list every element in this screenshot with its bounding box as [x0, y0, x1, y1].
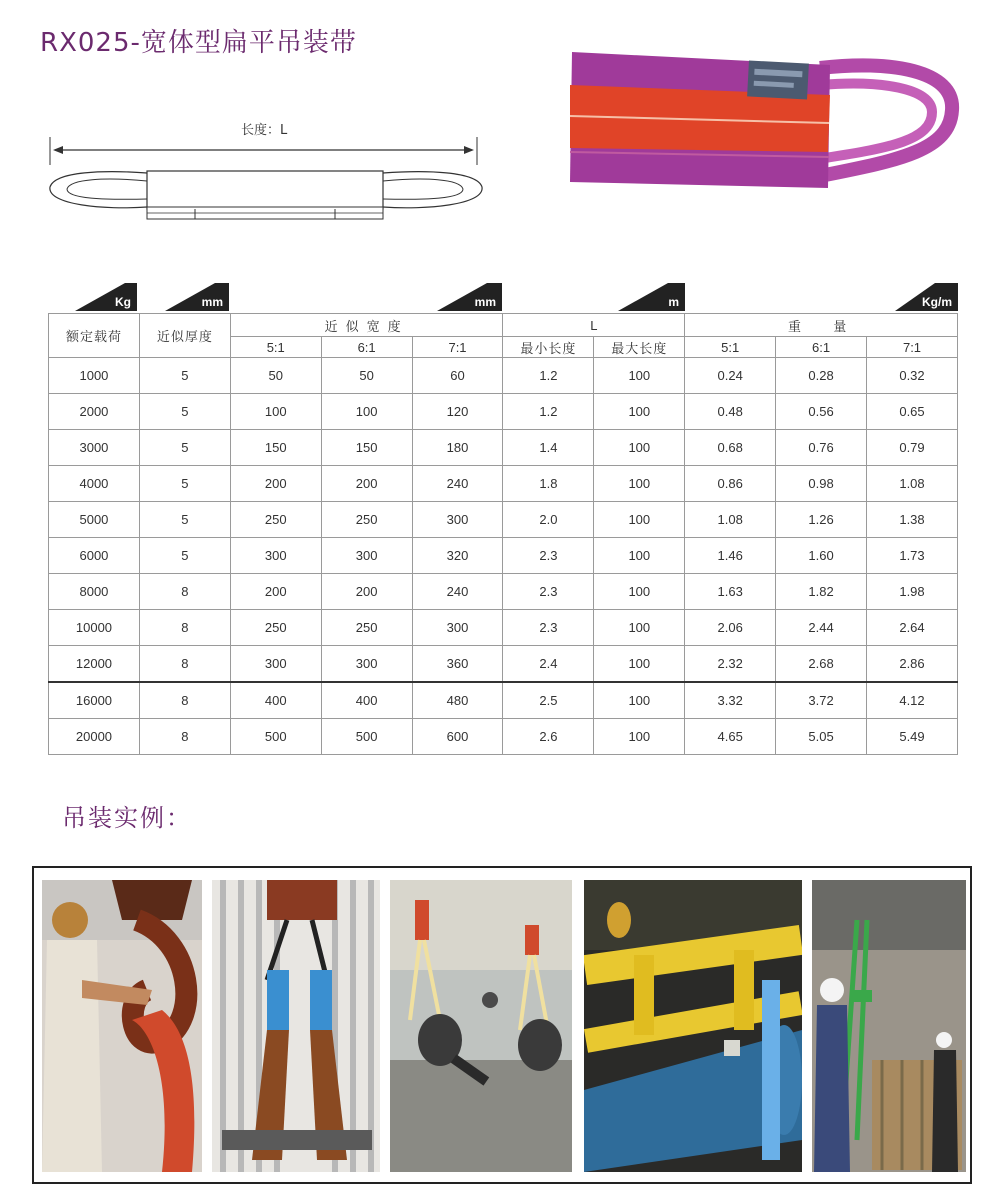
unit-tab-mm-width [437, 283, 502, 311]
cell-weight-6-1: 0.76 [776, 430, 867, 466]
cell-width-7-1: 320 [412, 538, 503, 574]
example-photo-factory [390, 880, 572, 1172]
cell-rated-load: 3000 [49, 430, 140, 466]
cell-thickness: 5 [139, 502, 230, 538]
cell-thickness: 8 [139, 574, 230, 610]
cell-thickness: 8 [139, 682, 230, 719]
cell-width-6-1: 250 [321, 610, 412, 646]
table-row [49, 502, 958, 538]
table-row [49, 574, 958, 610]
unit-mm-label: mm [201, 295, 223, 309]
header-width-ratio: 6:1 [321, 337, 412, 358]
table-row [49, 682, 958, 719]
cell-width-7-1: 300 [412, 610, 503, 646]
length-label: 长度：L [241, 123, 288, 138]
cell-width-6-1: 200 [321, 574, 412, 610]
cell-weight-6-1: 0.98 [776, 466, 867, 502]
cell-width-5-1: 200 [230, 574, 321, 610]
cell-max-length: 100 [594, 430, 685, 466]
table-row [49, 358, 958, 394]
cell-weight-6-1: 0.56 [776, 394, 867, 430]
cell-width-7-1: 300 [412, 502, 503, 538]
cell-width-5-1: 250 [230, 610, 321, 646]
unit-tab-mm-thickness [165, 283, 229, 311]
cell-weight-5-1: 0.48 [685, 394, 776, 430]
cell-width-7-1: 360 [412, 646, 503, 683]
table-row [49, 646, 958, 683]
sling-product-photo [560, 40, 960, 200]
cell-weight-7-1: 2.86 [867, 646, 958, 683]
cell-width-5-1: 200 [230, 466, 321, 502]
cell-weight-7-1: 1.98 [867, 574, 958, 610]
cell-thickness: 5 [139, 538, 230, 574]
header-weight-ratio: 6:1 [776, 337, 867, 358]
cell-rated-load: 16000 [49, 682, 140, 719]
cell-width-6-1: 500 [321, 719, 412, 755]
table-row [49, 538, 958, 574]
cell-width-5-1: 400 [230, 682, 321, 719]
cell-thickness: 8 [139, 719, 230, 755]
cell-weight-7-1: 4.12 [867, 682, 958, 719]
cell-max-length: 100 [594, 466, 685, 502]
cell-weight-7-1: 2.64 [867, 610, 958, 646]
table-row [49, 466, 958, 502]
cell-width-7-1: 480 [412, 682, 503, 719]
cell-weight-6-1: 1.82 [776, 574, 867, 610]
unit-mm-width-label: mm [474, 295, 496, 309]
header-min-length: 最小长度 [503, 337, 594, 358]
cell-weight-7-1: 1.08 [867, 466, 958, 502]
header-max-length: 最大长度 [594, 337, 685, 358]
cell-weight-7-1: 1.73 [867, 538, 958, 574]
cell-weight-6-1: 5.05 [776, 719, 867, 755]
unit-tab-kgm [895, 283, 958, 311]
header-rated-load: 额定载荷 [49, 314, 140, 358]
cell-min-length: 2.6 [503, 719, 594, 755]
cell-width-7-1: 240 [412, 574, 503, 610]
cell-thickness: 8 [139, 610, 230, 646]
cell-weight-5-1: 3.32 [685, 682, 776, 719]
cell-weight-5-1: 4.65 [685, 719, 776, 755]
cell-max-length: 100 [594, 719, 685, 755]
cell-weight-5-1: 0.86 [685, 466, 776, 502]
cell-thickness: 8 [139, 646, 230, 683]
cell-max-length: 100 [594, 646, 685, 683]
cell-width-5-1: 300 [230, 646, 321, 683]
cell-thickness: 5 [139, 430, 230, 466]
cell-width-6-1: 150 [321, 430, 412, 466]
cell-width-5-1: 500 [230, 719, 321, 755]
header-thickness: 近似厚度 [139, 314, 230, 358]
unit-m-label: m [668, 295, 679, 309]
cell-weight-5-1: 2.06 [685, 610, 776, 646]
cell-weight-6-1: 2.44 [776, 610, 867, 646]
cell-thickness: 5 [139, 394, 230, 430]
header-weight: 重 量 [685, 314, 958, 337]
cell-weight-6-1: 0.28 [776, 358, 867, 394]
cell-min-length: 1.8 [503, 466, 594, 502]
cell-min-length: 2.3 [503, 574, 594, 610]
table-row [49, 430, 958, 466]
cell-width-6-1: 250 [321, 502, 412, 538]
cell-width-6-1: 50 [321, 358, 412, 394]
header-weight-ratio: 7:1 [867, 337, 958, 358]
cell-weight-7-1: 5.49 [867, 719, 958, 755]
cell-weight-6-1: 3.72 [776, 682, 867, 719]
cell-weight-6-1: 1.60 [776, 538, 867, 574]
cell-width-6-1: 400 [321, 682, 412, 719]
examples-title: 吊装实例： [62, 804, 192, 832]
cell-rated-load: 4000 [49, 466, 140, 502]
cell-weight-7-1: 0.32 [867, 358, 958, 394]
header-width: 近似宽度 [230, 314, 503, 337]
unit-kg-label: Kg [115, 295, 131, 309]
cell-width-5-1: 150 [230, 430, 321, 466]
example-photo-pipe [584, 880, 802, 1172]
cell-weight-5-1: 1.63 [685, 574, 776, 610]
cell-rated-load: 2000 [49, 394, 140, 430]
spec-table [48, 313, 958, 755]
header-width-ratio: 7:1 [412, 337, 503, 358]
cell-weight-6-1: 1.26 [776, 502, 867, 538]
cell-rated-load: 6000 [49, 538, 140, 574]
cell-min-length: 2.5 [503, 682, 594, 719]
examples-gallery [32, 866, 972, 1184]
cell-min-length: 2.3 [503, 610, 594, 646]
cell-weight-7-1: 0.79 [867, 430, 958, 466]
cell-min-length: 1.2 [503, 394, 594, 430]
cell-max-length: 100 [594, 502, 685, 538]
cell-max-length: 100 [594, 682, 685, 719]
table-row [49, 719, 958, 755]
cell-weight-5-1: 2.32 [685, 646, 776, 683]
header-weight-ratio: 5:1 [685, 337, 776, 358]
sling-diagram [45, 115, 490, 230]
spec-table-body [49, 358, 958, 755]
cell-max-length: 100 [594, 610, 685, 646]
cell-rated-load: 20000 [49, 719, 140, 755]
cell-rated-load: 5000 [49, 502, 140, 538]
unit-tab-m [618, 283, 685, 311]
cell-weight-5-1: 0.24 [685, 358, 776, 394]
cell-weight-5-1: 1.08 [685, 502, 776, 538]
cell-max-length: 100 [594, 538, 685, 574]
cell-width-6-1: 200 [321, 466, 412, 502]
cell-thickness: 5 [139, 466, 230, 502]
cell-weight-5-1: 0.68 [685, 430, 776, 466]
cell-width-7-1: 120 [412, 394, 503, 430]
table-row [49, 610, 958, 646]
cell-weight-7-1: 1.38 [867, 502, 958, 538]
cell-width-5-1: 100 [230, 394, 321, 430]
example-photo-beam [212, 880, 380, 1172]
cell-max-length: 100 [594, 358, 685, 394]
cell-min-length: 2.0 [503, 502, 594, 538]
cell-width-6-1: 100 [321, 394, 412, 430]
cell-min-length: 2.3 [503, 538, 594, 574]
cell-rated-load: 1000 [49, 358, 140, 394]
page-title: RX025-宽体型扁平吊装带 [40, 28, 357, 58]
unit-tab-kg [75, 283, 137, 311]
example-photo-hook [42, 880, 202, 1172]
cell-min-length: 1.2 [503, 358, 594, 394]
cell-width-6-1: 300 [321, 538, 412, 574]
cell-weight-6-1: 2.68 [776, 646, 867, 683]
cell-max-length: 100 [594, 574, 685, 610]
cell-width-7-1: 180 [412, 430, 503, 466]
header-length: L [503, 314, 685, 337]
cell-width-7-1: 600 [412, 719, 503, 755]
cell-width-7-1: 240 [412, 466, 503, 502]
cell-min-length: 1.4 [503, 430, 594, 466]
cell-width-7-1: 60 [412, 358, 503, 394]
cell-width-6-1: 300 [321, 646, 412, 683]
table-row [49, 394, 958, 430]
cell-width-5-1: 250 [230, 502, 321, 538]
cell-width-5-1: 300 [230, 538, 321, 574]
header-width-ratio: 5:1 [230, 337, 321, 358]
cell-weight-7-1: 0.65 [867, 394, 958, 430]
unit-kgm-label: Kg/m [922, 295, 952, 309]
cell-rated-load: 8000 [49, 574, 140, 610]
cell-max-length: 100 [594, 394, 685, 430]
cell-rated-load: 12000 [49, 646, 140, 683]
cell-thickness: 5 [139, 358, 230, 394]
cell-weight-5-1: 1.46 [685, 538, 776, 574]
cell-width-5-1: 50 [230, 358, 321, 394]
cell-rated-load: 10000 [49, 610, 140, 646]
example-photo-green-sling [812, 880, 966, 1172]
cell-min-length: 2.4 [503, 646, 594, 683]
